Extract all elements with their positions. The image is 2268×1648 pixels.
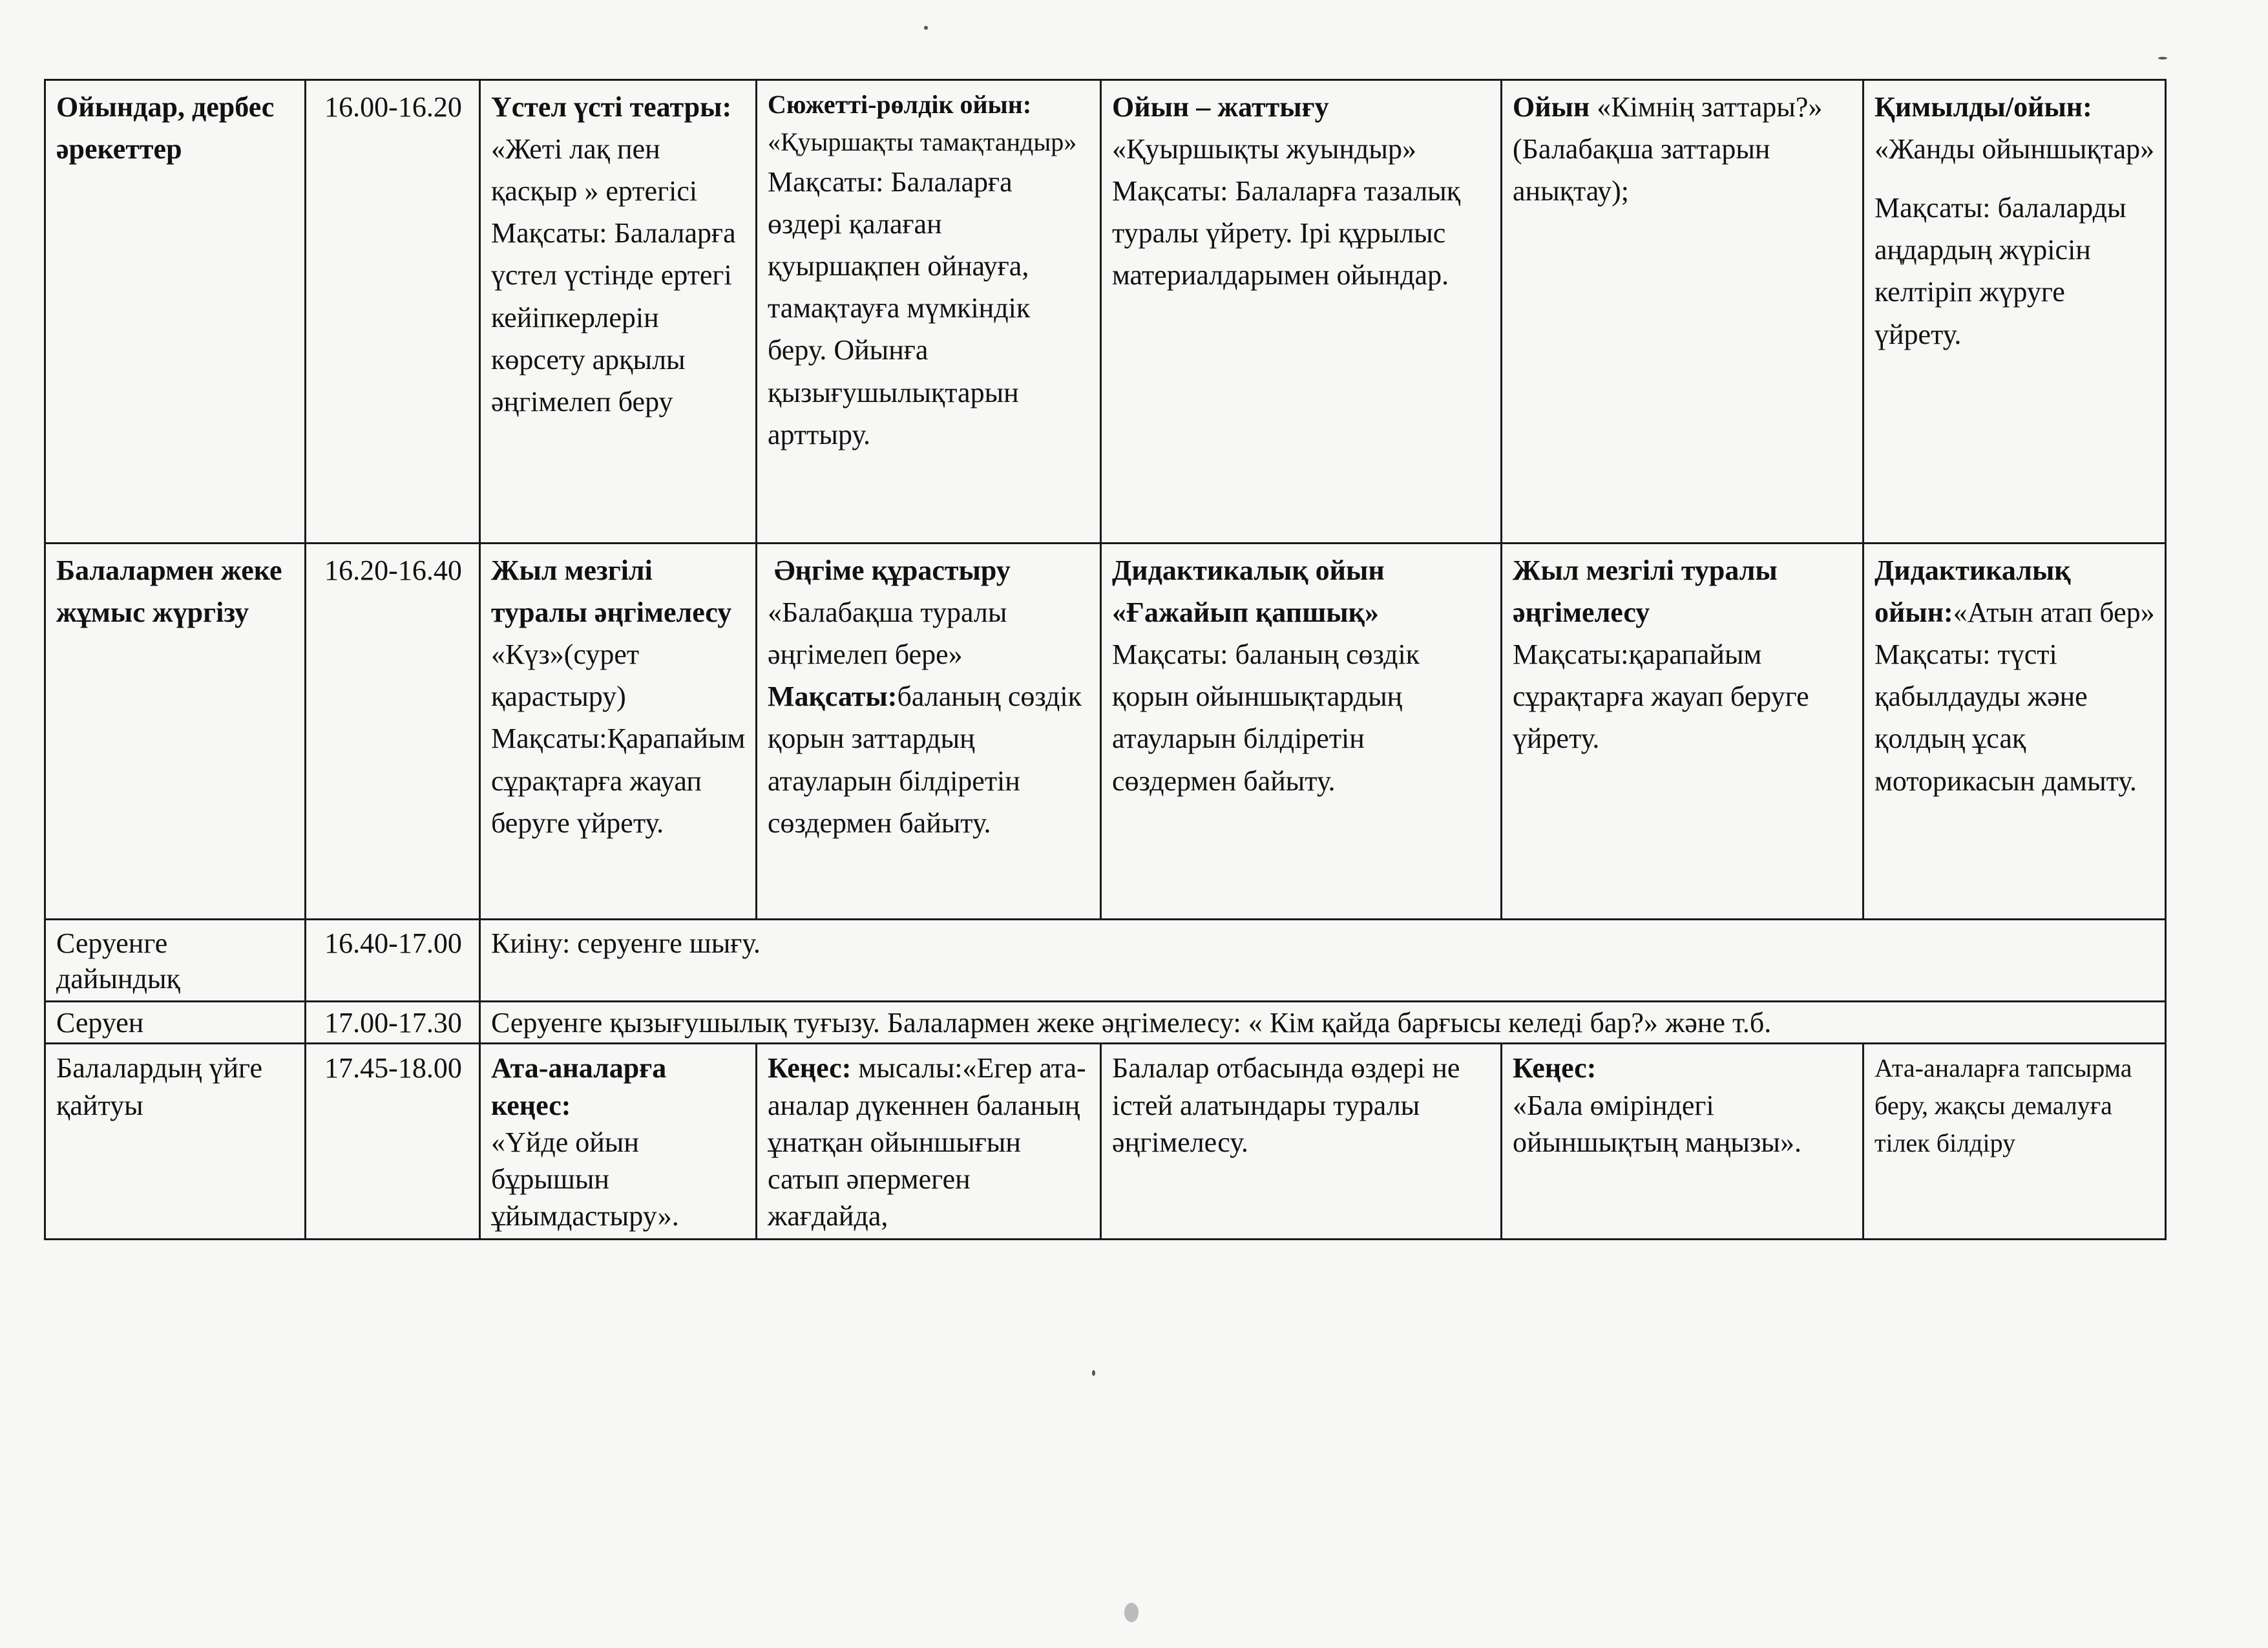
activity-heading: Сюжетті-рөлдік ойын:	[768, 90, 1032, 119]
activity-heading: Дидактикалық ойын:	[1874, 555, 2071, 629]
activity-text: баланың сөздік қорын заттардың атауларын білдіретін сөздермен байыту.	[768, 681, 1082, 839]
activity-heading: Үстел үсті театры:	[491, 91, 732, 123]
row-label: Балалармен жеке жұмыс жүргізу	[45, 544, 306, 920]
row-label: Балалардың үйге қайтуы	[45, 1044, 306, 1240]
activity-cell	[480, 1044, 757, 1240]
row-label: Серуенге дайындық	[45, 920, 306, 1002]
table-row	[45, 920, 2166, 1002]
activity-text: мысалы:«Егер ата-аналар дүкеннен баланың ұнатқан ойыншығын сатып әпермеген жағдайда,	[768, 1052, 1086, 1232]
scan-speck	[1092, 1370, 1095, 1376]
activity-text: Ата-аналарға тапсырма беру, жақсы демалуға тілек білдіру	[1874, 1053, 2132, 1158]
table-row	[45, 1044, 2166, 1240]
activity-text: Балалар отбасында өздері не істей алатындары туралы әңгімелесу.	[1112, 1052, 1460, 1158]
row-time: 17.00-17.30	[306, 1002, 480, 1044]
activity-cell	[1864, 1044, 2166, 1240]
activity-cell	[480, 544, 757, 920]
activity-text: Мақсаты: баланың сөздік қорын ойыншықтардың атауларын білдіретін сөздермен байыту.	[1112, 639, 1420, 797]
activity-cell	[757, 1044, 1101, 1240]
activity-cell	[1864, 80, 2166, 544]
activity-cell	[1101, 544, 1502, 920]
row-time: 17.45-18.00	[306, 1044, 480, 1240]
activity-heading: Жыл мезгілі туралы әңгімелесу	[1513, 555, 1778, 629]
activity-heading: Ата-аналарға кеңес:	[491, 1052, 667, 1121]
scan-speck	[1124, 1603, 1139, 1622]
activity-heading: Әңгіме құрастыру	[774, 555, 1011, 586]
activity-goal: Мақсаты: балаларды аңдардың жүрісін келтіріп жүруге үйрету.	[1874, 192, 2126, 350]
activity-cell	[1864, 544, 2166, 920]
row-label: Ойындар, дербес әрекеттер	[45, 80, 306, 544]
activity-heading: Жыл мезгілі туралы әңгімелесу	[491, 555, 732, 629]
goal-label: Мақсаты:	[768, 681, 898, 713]
activity-text: «Жанды ойыншықтар»	[1874, 133, 2155, 165]
activity-heading: Қимылды/ойын:	[1874, 91, 2092, 123]
scan-speck	[2158, 57, 2167, 59]
activity-title: «Атын атап бер»	[1953, 597, 2155, 629]
activity-cell	[1101, 1044, 1502, 1240]
activity-cell	[1502, 1044, 1864, 1240]
activity-text: Мақсаты: түсті қабылдауды және қолдың ұсақ моторикасын дамыту.	[1874, 639, 2137, 797]
activity-cell	[1502, 544, 1864, 920]
table-row	[45, 80, 2166, 544]
activity-cell	[480, 80, 757, 544]
activity-heading: Кеңес:	[1513, 1052, 1597, 1084]
row-time: 16.20-16.40	[306, 544, 480, 920]
activity-heading: Ойын – жаттығу	[1112, 91, 1329, 123]
table-row	[45, 544, 2166, 920]
activity-text: Мақсаты: Балаларға өздері қалаған қуыршақпен ойнауға, тамақтауға мүмкіндік беру. Ойынға қызығушылықтарын арттыру.	[768, 166, 1031, 450]
row-time: 16.40-17.00	[306, 920, 480, 1002]
activity-subtitle: «Балабақша туралы әңгімелеп бере»	[768, 597, 1007, 671]
activity-text: Мақсаты:қарапайым сұрақтарға жауап беруге үйрету.	[1513, 639, 1809, 755]
merged-activity-cell: Киіну: серуенге шығу.	[480, 920, 2166, 1002]
activity-text: «Күз»(сурет қарастыру) Мақсаты:Қарапайым сұрақтарға жауап беруге үйрету.	[491, 639, 746, 839]
activity-text: «Кімнің заттары?» (Балабақша заттарын анықтау);	[1513, 91, 1823, 207]
activity-cell	[1101, 80, 1502, 544]
activity-heading: Дидактикалық ойын «Ғажайып қапшық»	[1112, 555, 1385, 629]
activity-heading: Ойын	[1513, 91, 1590, 123]
activity-text: «Үйде ойын бұрышын ұйымдастыру».	[491, 1126, 679, 1232]
activity-text: «Жеті лақ пен қасқыр » ертегісі Мақсаты: Балаларға үстел үстінде ертегі кейіпкерлерін көрсету арқылы әңгімелеп беру	[491, 133, 736, 417]
scan-speck	[924, 26, 928, 30]
activity-heading: Кеңес:	[768, 1052, 852, 1084]
activity-cell	[1502, 80, 1864, 544]
activity-text: «Бала өміріндегі ойыншықтың маңызы».	[1513, 1089, 1801, 1158]
activity-cell	[757, 544, 1101, 920]
activity-subtitle: «Қуыршақты тамақтандыр»	[768, 127, 1077, 156]
activity-cell	[757, 80, 1101, 544]
merged-activity-cell: Серуенге қызығушылық туғызу. Балалармен жеке әңгімелесу: « Кім қайда барғысы келеді бар?» және т.б.	[480, 1002, 2166, 1044]
row-label: Серуен	[45, 1002, 306, 1044]
row-time: 16.00-16.20	[306, 80, 480, 544]
activity-text: «Қуыршықты жуындыр» Мақсаты: Балаларға тазалық туралы үйрету. Ірі құрылыс материалдарымен ойындар.	[1112, 133, 1461, 291]
table-row	[45, 1002, 2166, 1044]
schedule-table	[44, 79, 2167, 1240]
